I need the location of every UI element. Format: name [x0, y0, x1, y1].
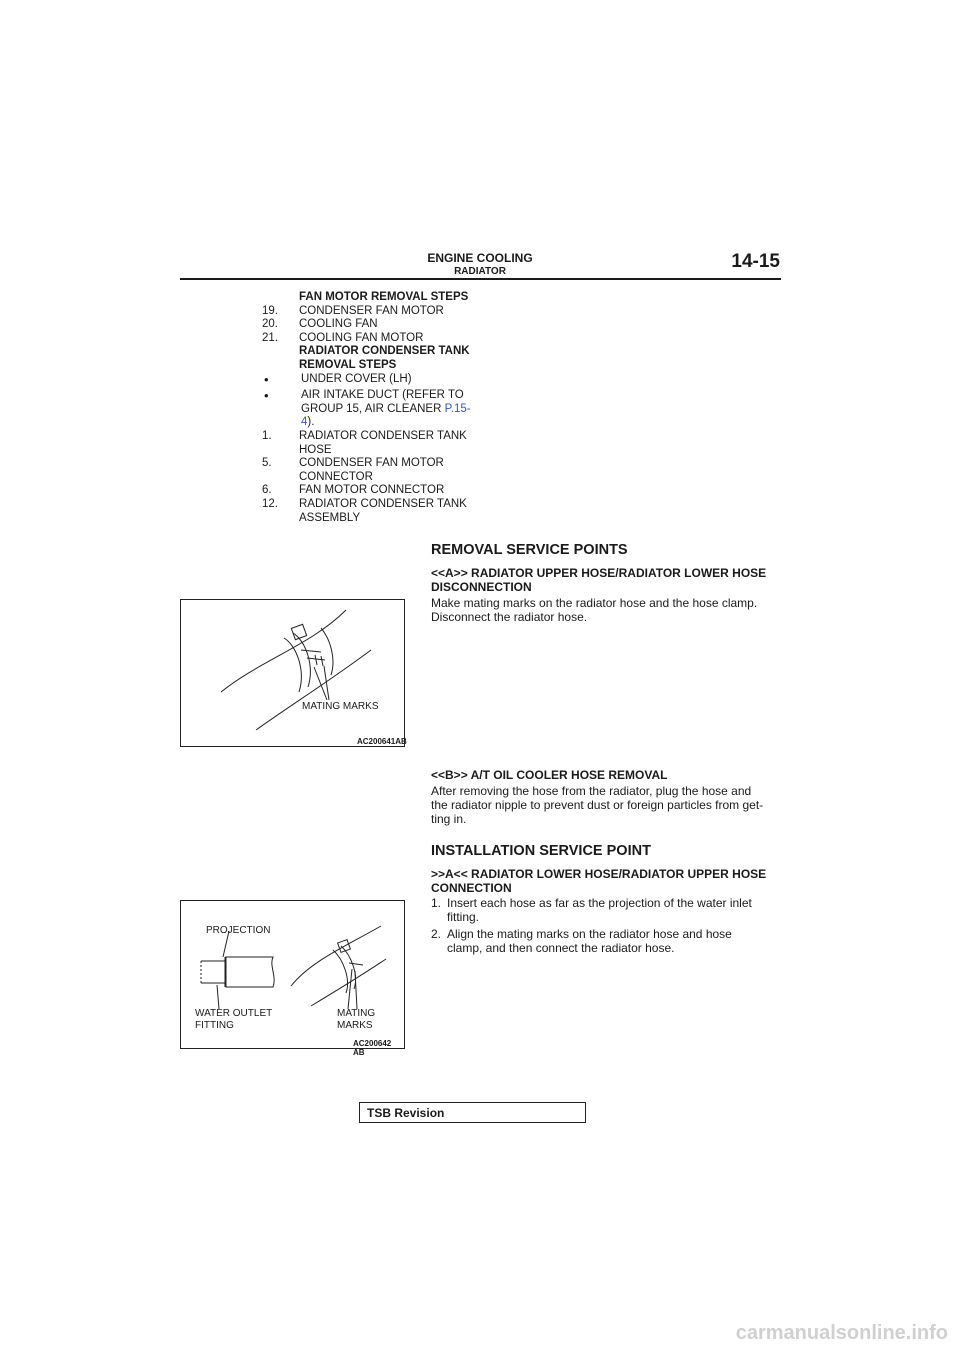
list-item: • AIR INTAKE DUCT (REFER TO GROUP 15, AIR CLEANER P.15- 4). [264, 388, 471, 429]
removal-a-body: Make mating marks on the radiator hose and the hose clamp. Disconnect the radiator hose. [431, 596, 758, 624]
mating-marks-label: MATING MARKS [337, 1008, 376, 1031]
header-rule [180, 278, 781, 280]
removal-b-body: After removing the hose from the radiator, plug the hose and the radiator nipple to prevent dust or foreign particles from get- ting in. [431, 784, 764, 826]
subsection-title: RADIATOR [454, 266, 506, 277]
list-item: 12. RADIATOR CONDENSER TANK ASSEMBLY [262, 497, 467, 524]
installation-steps [431, 896, 783, 955]
fan-steps-heading: FAN MOTOR REMOVAL STEPS [299, 291, 469, 303]
installation-heading: INSTALLATION SERVICE POINT [431, 843, 651, 859]
bullet-icon: • [264, 388, 269, 404]
projection-label: PROJECTION [206, 925, 271, 936]
removal-b-title: <<B>> A/T OIL COOLER HOSE REMOVAL [431, 768, 668, 782]
figure-hose-connection [180, 900, 405, 1057]
figure-code: AC200641AB [357, 737, 407, 746]
watermark: carmanualsonline.info [735, 1322, 948, 1344]
section-title: ENGINE COOLING [427, 251, 533, 265]
installation-title: >>A<< RADIATOR LOWER HOSE/RADIATOR UPPER HOSE CONNECTION [431, 867, 767, 895]
page-ref-link[interactable]: 4 [301, 416, 308, 429]
mating-marks-label: MATING MARKS [302, 701, 379, 712]
removal-steps-list [262, 291, 482, 525]
tsb-revision-box: TSB Revision [359, 1102, 586, 1123]
figure-mating-marks [180, 599, 405, 747]
removal-heading: REMOVAL SERVICE POINTS [431, 542, 628, 558]
list-item: 19. CONDENSER FAN MOTOR [262, 304, 444, 317]
removal-a-title: <<A>> RADIATOR UPPER HOSE/RADIATOR LOWER HOSE DISCONNECTION [431, 566, 767, 594]
list-item: 5. CONDENSER FAN MOTOR CONNECTOR [262, 457, 444, 483]
figure-code: AC200642 AB [353, 1039, 392, 1057]
list-item: 21. COOLING FAN MOTOR [262, 331, 424, 344]
page-ref-link[interactable]: P.15- [444, 402, 471, 415]
bullet-icon: • [264, 371, 269, 387]
list-item: 6. FAN MOTOR CONNECTOR [262, 484, 445, 497]
list-item: 1. Insert each hose as far as the projection of the water inlet fitting. [431, 896, 752, 924]
list-item: • UNDER COVER (LH) [264, 371, 412, 387]
tank-steps-heading: RADIATOR CONDENSER TANK REMOVAL STEPS [299, 345, 470, 371]
list-item: 20. COOLING FAN [262, 318, 378, 331]
hose-clamp-diagram [181, 600, 404, 746]
list-item: 1. RADIATOR CONDENSER TANK HOSE [262, 429, 467, 456]
page-number: 14-15 [731, 251, 780, 272]
list-item: 2. Align the mating marks on the radiator hose and hose clamp, and then connect the radiator hose. [431, 927, 732, 955]
water-outlet-label: WATER OUTLET FITTING [195, 1008, 273, 1031]
